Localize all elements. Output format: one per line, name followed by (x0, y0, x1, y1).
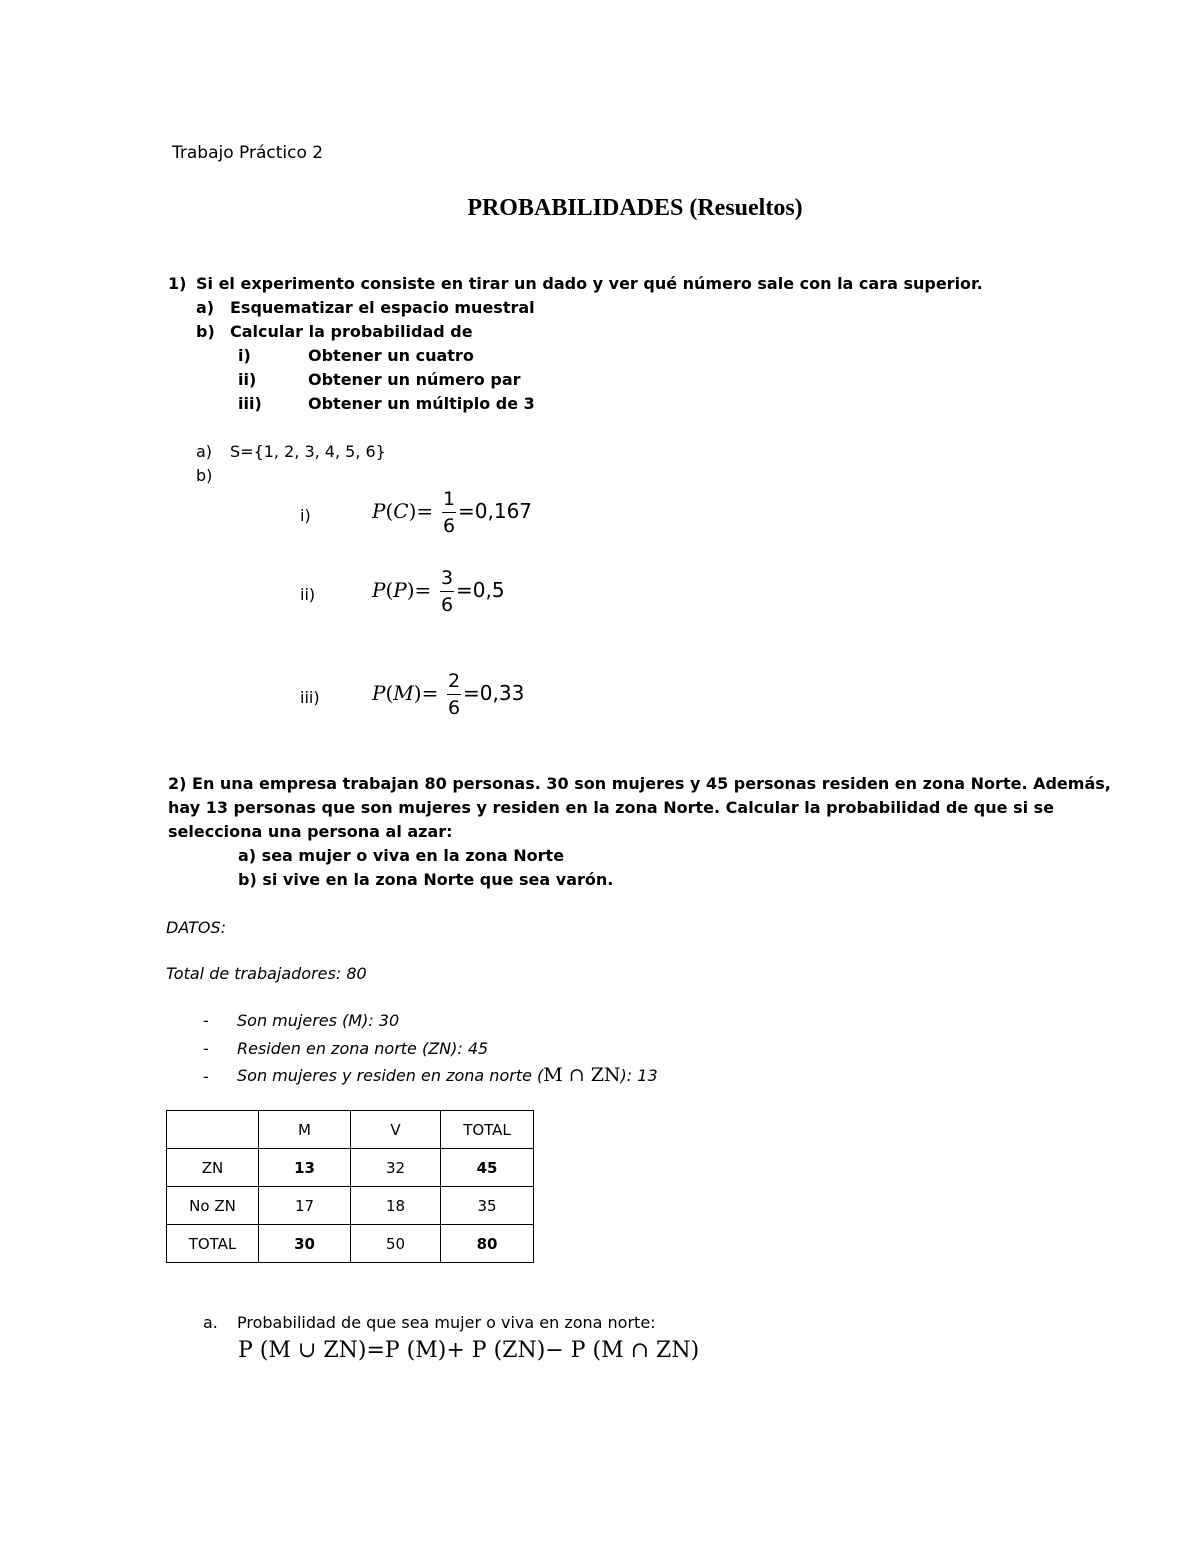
question-1-item-text: Obtener un cuatro (308, 346, 474, 365)
formula-event: P (393, 578, 407, 602)
formula-label: iii) (300, 688, 320, 707)
table-cell: 18 (351, 1187, 441, 1225)
formula-result: =0,33 (463, 681, 525, 705)
formula-denominator: 6 (440, 594, 454, 616)
question-2-a: a) sea mujer o viva en la zona Norte (238, 846, 565, 865)
formula-event: M (393, 681, 414, 705)
datos-total: Total de trabajadores: 80 (166, 964, 367, 983)
formula-result: =0,167 (458, 499, 533, 523)
datos-label: DATOS: (166, 918, 227, 937)
formula-label: ii) (300, 585, 316, 604)
fraction-bar (447, 694, 461, 695)
table-cell: ZN (167, 1149, 259, 1187)
table-row (167, 1149, 534, 1187)
table-header-cell (167, 1111, 259, 1149)
formula-label: i) (300, 506, 311, 525)
formula-denominator: 6 (442, 515, 456, 537)
page-title: PROBABILIDADES (Resueltos) (467, 195, 803, 221)
question-2-line: selecciona una persona al azar: (168, 822, 453, 841)
question-2-b: b) si vive en la zona Norte que sea varón. (238, 870, 614, 889)
bullet-dash: - (203, 1011, 209, 1030)
table-header-cell: TOTAL (441, 1111, 534, 1149)
formula-func: P (372, 499, 386, 523)
table-cell: TOTAL (167, 1225, 259, 1263)
table-cell: No ZN (167, 1187, 259, 1225)
bullet-dash: - (203, 1067, 209, 1086)
question-1-a-text: Esquematizar el espacio muestral (230, 298, 535, 317)
solution-2a-text: Probabilidad de que sea mujer o viva en zona norte: (237, 1313, 656, 1332)
question-1-item-text: Obtener un múltiplo de 3 (308, 394, 535, 413)
table-header-row (167, 1111, 534, 1149)
fraction-bar (440, 591, 454, 592)
table-cell: 35 (441, 1187, 534, 1225)
solution-2a-label: a. (203, 1313, 218, 1332)
formula-numerator: 2 (447, 670, 461, 692)
table-cell: 45 (441, 1149, 534, 1187)
question-1-item-text: Obtener un número par (308, 370, 521, 389)
page-header: Trabajo Práctico 2 (172, 143, 324, 163)
table-cell: 13 (259, 1149, 351, 1187)
solution-1-b-label: b) (196, 466, 213, 485)
question-2-line: hay 13 personas que son mujeres y residen en la zona Norte. Calcular la probabilidad de que si se (168, 798, 1055, 817)
sample-space: S={1, 2, 3, 4, 5, 6} (230, 442, 386, 461)
solution-1-a-label: a) (196, 442, 213, 461)
formula-event: C (393, 499, 409, 523)
formula-func: P (372, 578, 386, 602)
bullet-dash: - (203, 1039, 209, 1058)
question-1-item-label: iii) (238, 394, 262, 413)
fraction-bar (442, 512, 456, 513)
formula-func: P (372, 681, 386, 705)
bullet-text-pre: Son mujeres y residen en zona norte ( (237, 1066, 544, 1085)
bullet-text-post: ): 13 (620, 1066, 658, 1085)
union-formula: P (M ∪ ZN)=P (M)+ P (ZN)− P (M ∩ ZN) (238, 1338, 700, 1363)
formula-denominator: 6 (447, 697, 461, 719)
formula-result: =0,5 (456, 578, 505, 602)
table-cell: 80 (441, 1225, 534, 1263)
question-1-item-label: ii) (238, 370, 257, 389)
table-cell: 17 (259, 1187, 351, 1225)
contingency-table (166, 1110, 534, 1263)
table-row (167, 1187, 534, 1225)
question-1-number: 1) (168, 274, 187, 293)
question-1-b-text: Calcular la probabilidad de (230, 322, 473, 341)
table-header-cell: M (259, 1111, 351, 1149)
question-1-item-label: i) (238, 346, 251, 365)
table-cell: 50 (351, 1225, 441, 1263)
datos-bullet: Residen en zona norte (ZN): 45 (237, 1039, 489, 1058)
datos-bullet (237, 1066, 658, 1085)
bullet-math: M ∩ ZN (543, 1064, 621, 1086)
formula-numerator: 3 (440, 567, 454, 589)
question-1-b-label: b) (196, 322, 215, 341)
table-cell: 32 (351, 1149, 441, 1187)
question-1-text: Si el experimento consiste en tirar un dado y ver qué número sale con la cara superior. (196, 274, 983, 293)
question-1-a-label: a) (196, 298, 215, 317)
datos-bullet: Son mujeres (M): 30 (237, 1011, 400, 1030)
table-cell: 30 (259, 1225, 351, 1263)
table-header-cell: V (351, 1111, 441, 1149)
question-2-line: 2) En una empresa trabajan 80 personas. 30 son mujeres y 45 personas residen en zona Norte. Además, (168, 774, 1111, 793)
formula-numerator: 1 (442, 488, 456, 510)
table-row (167, 1225, 534, 1263)
